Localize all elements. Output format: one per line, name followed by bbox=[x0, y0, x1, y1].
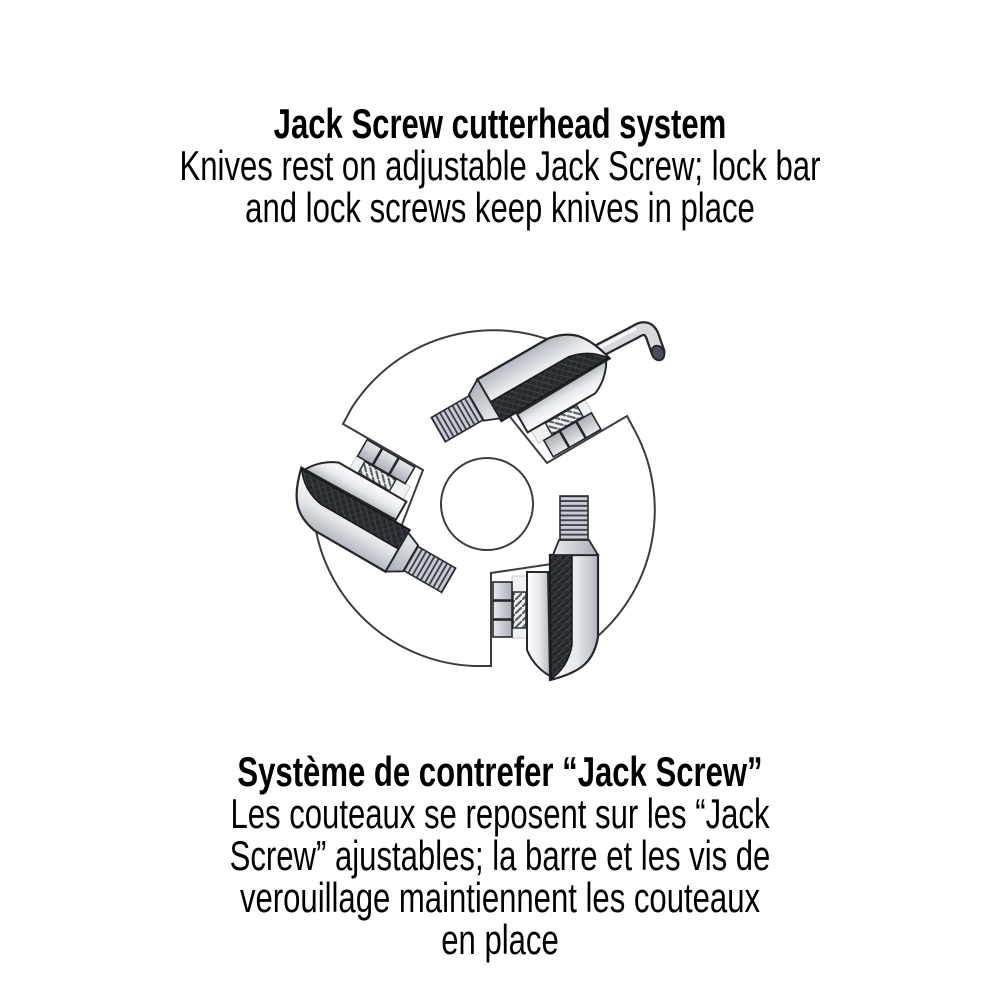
header-subtitle-line-2: and lock screws keep knives in place bbox=[245, 184, 755, 231]
footer-subtitle-line-3: verouillage maintiennent les couteaux bbox=[239, 874, 761, 921]
footer-title: Système de contrefer “Jack Screw” bbox=[237, 748, 763, 795]
cutterhead-figure bbox=[257, 272, 717, 732]
cutterhead-illustration bbox=[257, 272, 717, 732]
footer-subtitle-line-2: Screw” ajustables; la barre et les vis de bbox=[229, 832, 771, 879]
header-title: Jack Screw cutterhead system bbox=[273, 100, 727, 147]
center-bore-hole bbox=[441, 458, 533, 550]
footer-subtitle-line-4: en place bbox=[441, 916, 559, 963]
header-subtitle-line-1: Knives rest on adjustable Jack Screw; lock bar bbox=[179, 142, 821, 189]
header-caption bbox=[130, 100, 870, 231]
footer-caption bbox=[130, 748, 870, 963]
footer-subtitle-line-1: Les couteaux se reposent sur les “Jack bbox=[230, 790, 770, 837]
